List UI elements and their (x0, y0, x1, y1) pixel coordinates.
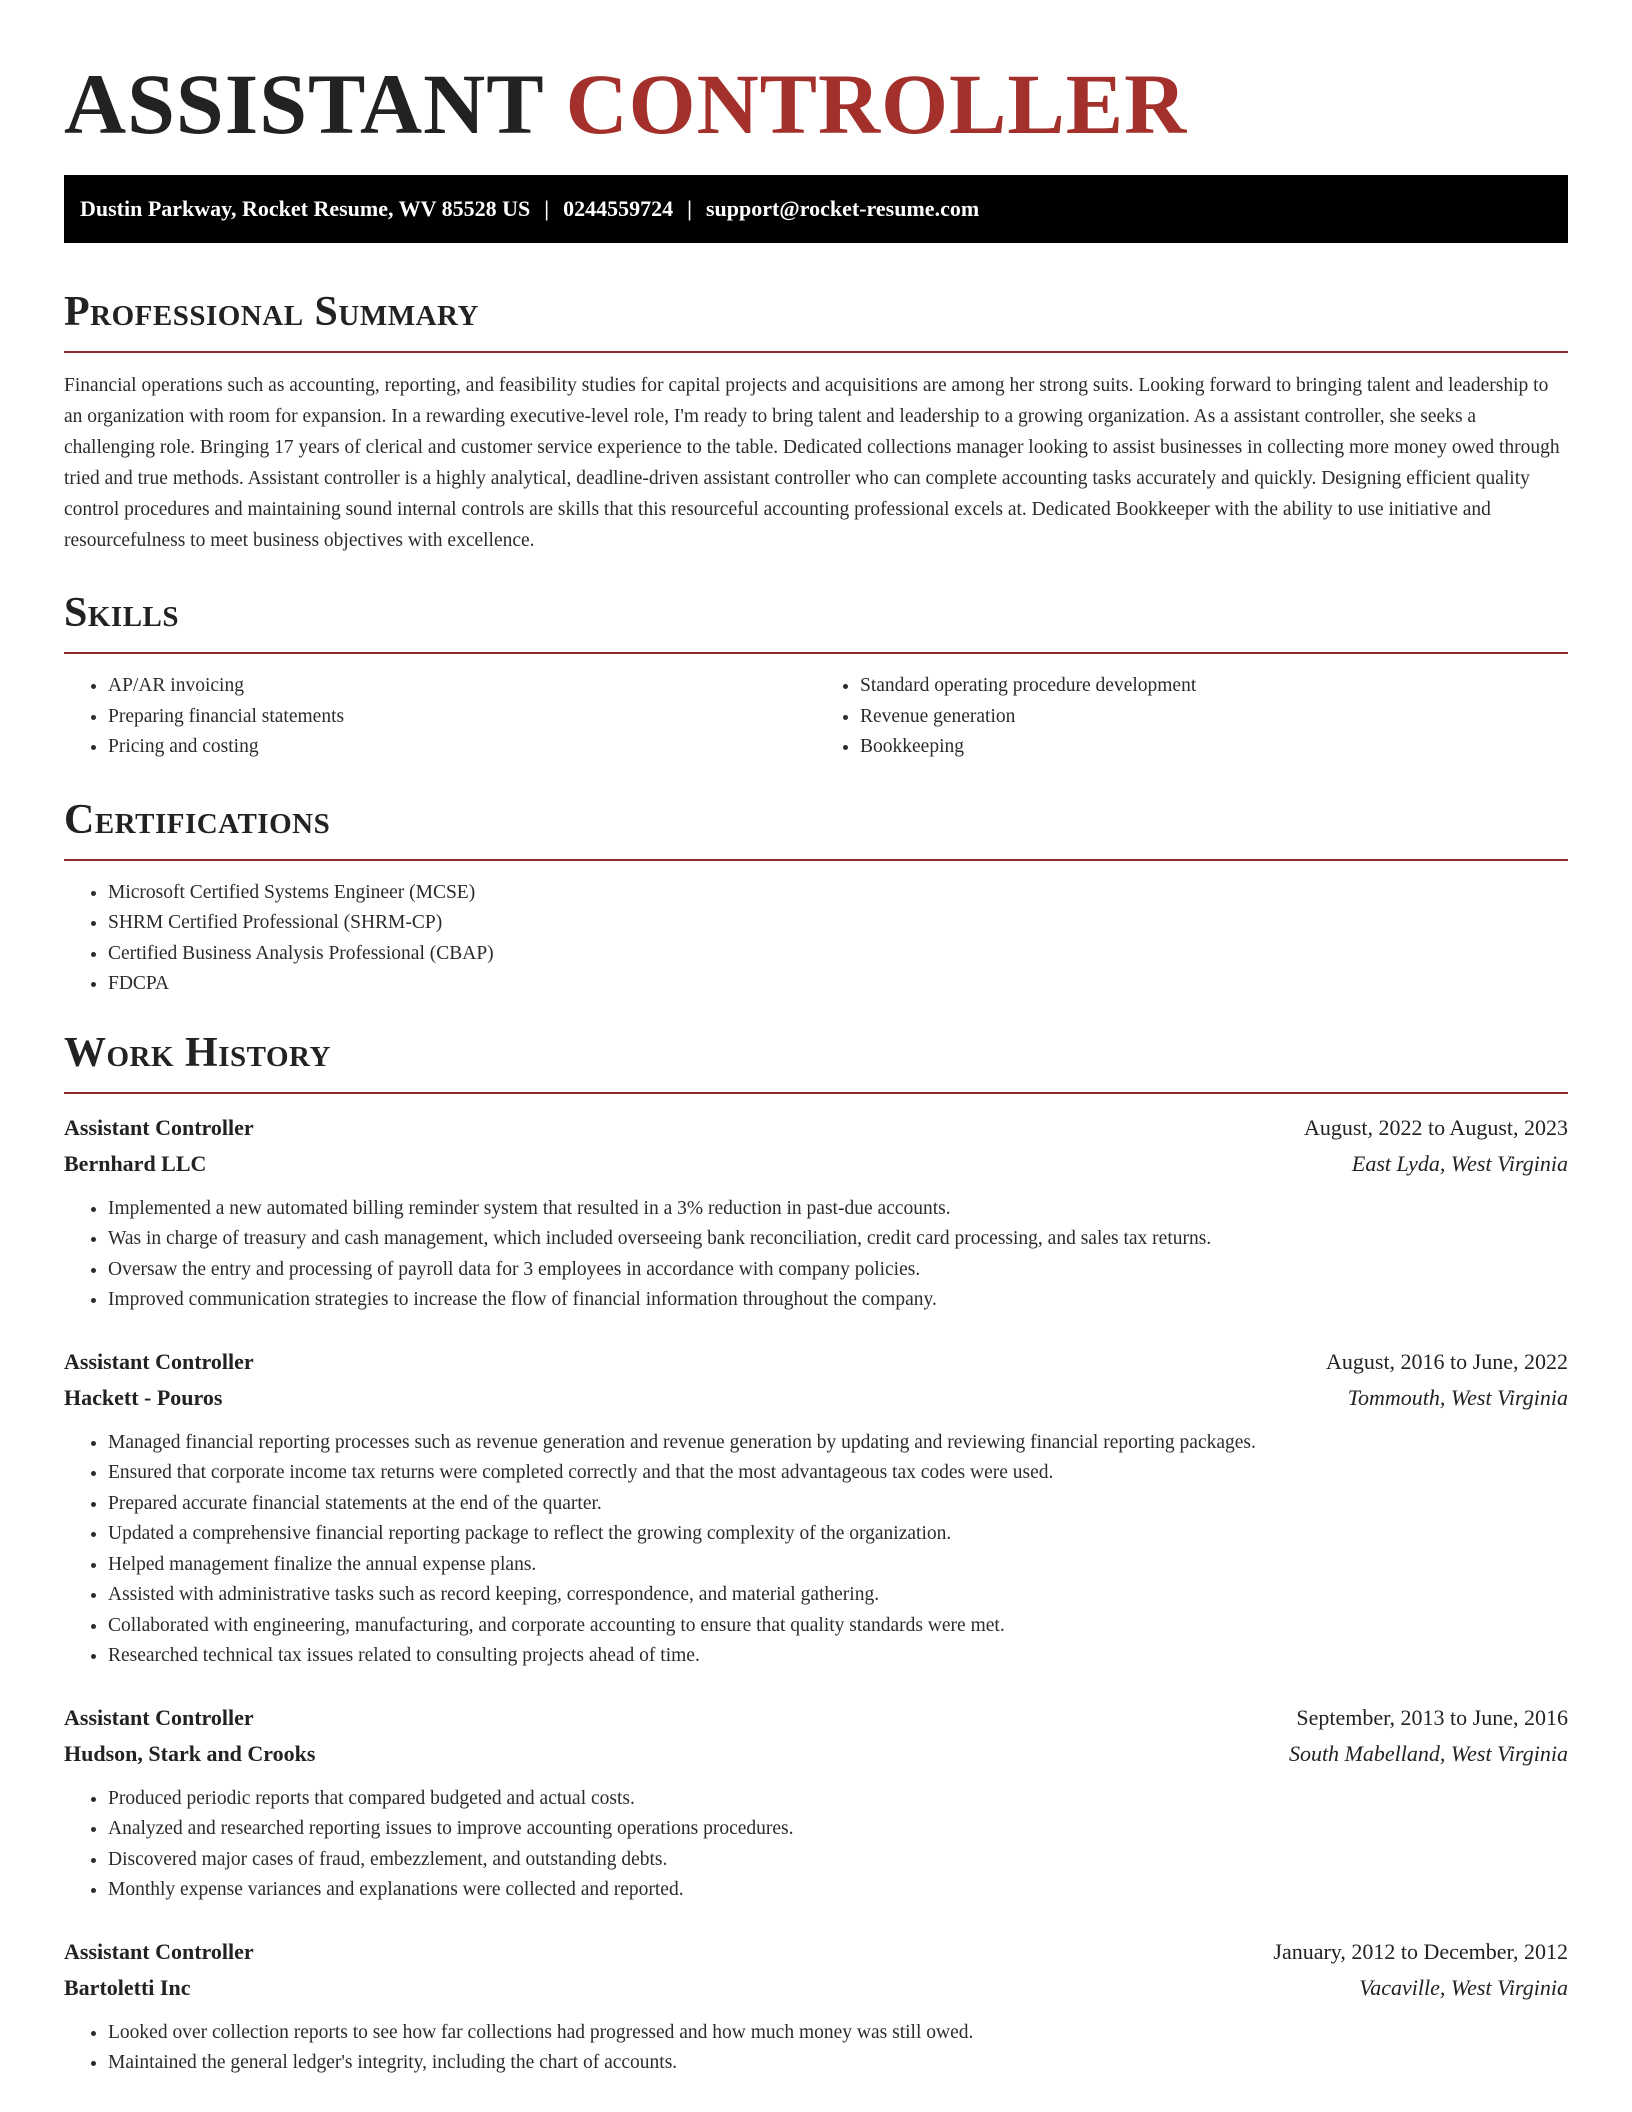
skill-item: • Revenue generation (860, 702, 1568, 733)
job-bullet: • Helped management finalize the annual expense plans. (108, 1550, 1568, 1581)
job-bullet: • Implemented a new automated billing reminder system that resulted in a 3% reduction in past-due accounts. (108, 1194, 1568, 1225)
job-title: Assistant Controller (64, 1704, 254, 1730)
section-divider (64, 1092, 1568, 1094)
job-header-row (64, 1110, 1568, 1146)
job-bullet: • Improved communication strategies to increase the flow of financial information throughout the company. (108, 1285, 1568, 1316)
job-location: East Lyda, West Virginia (1351, 1150, 1568, 1176)
skill-item: • AP/AR invoicing (108, 671, 816, 702)
job-title: Assistant Controller (64, 1348, 254, 1374)
job-bullet: • Looked over collection reports to see how far collections had progressed and how much money was still owed. (108, 2018, 1568, 2049)
job-bullet: • Updated a comprehensive financial reporting package to reflect the growing complexity of the organization. (108, 1519, 1568, 1550)
summary-text: Financial operations such as accounting, reporting, and feasibility studies for capital projects and acquisitions are among her strong suits. Looking forward to bringing talent and leadership to an organization with room for expansion. In a rewarding executive-level role, I'm ready to bring talent and leadership to a growing organization. As a assistant controller, she seeks a challenging role. Bringing 17 years of clerical and customer service experience to the table. Dedicated collections manager looking to assist businesses in collecting more money owed through tried and true methods. Assistant controller is a highly analytical, deadline-driven assistant controller who can complete accounting tasks accurately and quickly. Designing efficient quality control procedures and maintaining sound internal controls are skills that this resourceful accounting professional excels at. Dedicated Bookkeeper with the ability to use initiative and resourcefulness to meet business objectives with excellence. (64, 375, 1560, 551)
job-header-row (64, 1344, 1568, 1380)
contact-email[interactable]: support@rocket-resume.com (705, 196, 980, 221)
skills-heading: Skills (64, 590, 180, 636)
job-title: Assistant Controller (64, 1114, 254, 1140)
job-company: Bernhard LLC (64, 1150, 207, 1176)
job-bullet: • Produced periodic reports that compared budgeted and actual costs. (108, 1784, 1568, 1815)
summary-section (64, 287, 1568, 556)
contact-separator: | (687, 196, 692, 221)
job-bullets (64, 1784, 1568, 1906)
job-company: Hudson, Stark and Crooks (64, 1740, 316, 1766)
contact-bar (64, 175, 1568, 243)
certification-item: • FDCPA (108, 969, 1568, 1000)
skills-list-left (64, 671, 816, 763)
summary-heading: Professional Summary (64, 289, 479, 335)
skills-grid (64, 654, 1568, 763)
job-bullets (64, 2018, 1568, 2079)
job-bullet: • Collaborated with engineering, manufacturing, and corporate accounting to ensure that quality standards were met. (108, 1611, 1568, 1642)
job-company-row (64, 1380, 1568, 1416)
certifications-section (64, 795, 1568, 1000)
contact-phone: 0244559724 (563, 196, 674, 221)
title-part-2: CONTROLLER (565, 56, 1188, 152)
job-bullet: • Assisted with administrative tasks such as record keeping, correspondence, and material gathering. (108, 1580, 1568, 1611)
certifications-list (64, 878, 1568, 1000)
job-bullet: • Ensured that corporate income tax returns were completed correctly and that the most advantageous tax codes were used. (108, 1458, 1568, 1489)
section-divider (64, 859, 1568, 861)
job-company-row (64, 1146, 1568, 1182)
job-entry (64, 1934, 1568, 2079)
certification-item: • Microsoft Certified Systems Engineer (MCSE) (108, 878, 1568, 909)
skill-item: • Bookkeeping (860, 732, 1568, 763)
job-dates: January, 2012 to December, 2012 (1273, 1938, 1568, 1964)
job-bullets (64, 1428, 1568, 1672)
job-bullet: • Maintained the general ledger's integrity, including the chart of accounts. (108, 2048, 1568, 2079)
job-entry (64, 1110, 1568, 1316)
skills-list-right (816, 671, 1568, 763)
skills-section (64, 588, 1568, 763)
contact-separator: | (544, 196, 550, 221)
job-bullet: • Oversaw the entry and processing of payroll data for 3 employees in accordance with company policies. (108, 1255, 1568, 1286)
job-header-row (64, 1700, 1568, 1736)
resume-page (64, 0, 1568, 2079)
job-title: Assistant Controller (64, 1938, 254, 1964)
job-company: Bartoletti Inc (64, 1974, 191, 2000)
job-entry (64, 1344, 1568, 1672)
job-location: Tommouth, West Virginia (1347, 1384, 1568, 1410)
job-bullet: • Researched technical tax issues related to consulting projects ahead of time. (108, 1641, 1568, 1672)
job-dates: September, 2013 to June, 2016 (1296, 1704, 1568, 1730)
resume-title (64, 0, 1568, 150)
job-bullet: • Was in charge of treasury and cash management, which included overseeing bank reconciliation, credit card processing, and sales tax returns. (108, 1224, 1568, 1255)
skill-item: • Standard operating procedure development (860, 671, 1568, 702)
job-company: Hackett - Pouros (64, 1384, 223, 1410)
job-header-row (64, 1934, 1568, 1970)
certification-item: • SHRM Certified Professional (SHRM-CP) (108, 908, 1568, 939)
certifications-heading: Certifications (64, 796, 331, 843)
job-bullet: • Prepared accurate financial statements at the end of the quarter. (108, 1489, 1568, 1520)
work-history-heading: Work History (64, 1029, 331, 1076)
job-dates: August, 2016 to June, 2022 (1326, 1348, 1568, 1374)
job-location: South Mabelland, West Virginia (1288, 1740, 1568, 1766)
job-bullets (64, 1194, 1568, 1316)
work-history-section (64, 1028, 1568, 2079)
job-location: Vacaville, West Virginia (1359, 1974, 1568, 2000)
job-company-row (64, 1736, 1568, 1772)
job-bullet: • Managed financial reporting processes such as revenue generation and revenue generation by updating and reviewing financial reporting packages. (108, 1428, 1568, 1459)
skill-item: • Preparing financial statements (108, 702, 816, 733)
job-entry (64, 1700, 1568, 1906)
contact-address: Dustin Parkway, Rocket Resume, WV 85528 US (80, 196, 531, 221)
job-company-row (64, 1970, 1568, 2006)
job-dates: August, 2022 to August, 2023 (1303, 1114, 1568, 1140)
title-part-1: ASSISTANT (64, 56, 544, 152)
certification-item: • Certified Business Analysis Professional (CBAP) (108, 939, 1568, 970)
job-bullet: • Discovered major cases of fraud, embezzlement, and outstanding debts. (108, 1845, 1568, 1876)
section-divider (64, 351, 1568, 353)
job-bullet: • Analyzed and researched reporting issues to improve accounting operations procedures. (108, 1814, 1568, 1845)
skill-item: • Pricing and costing (108, 732, 816, 763)
job-bullet: • Monthly expense variances and explanations were collected and reported. (108, 1875, 1568, 1906)
